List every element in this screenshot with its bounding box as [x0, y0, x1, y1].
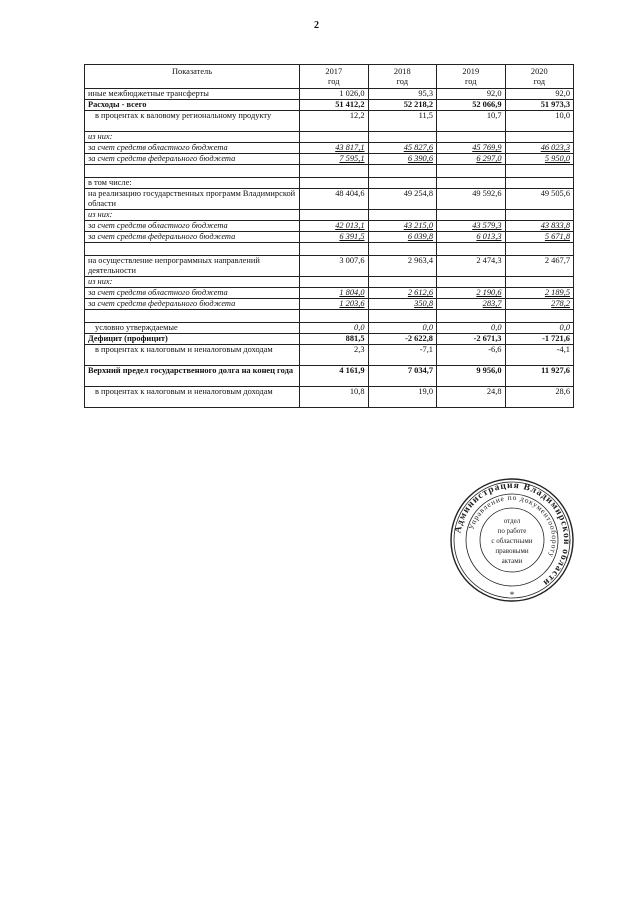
row-label: Расходы - всего — [85, 100, 300, 111]
row-value: 3 007,6 — [300, 256, 369, 277]
row-value: 11,5 — [368, 111, 437, 132]
table-row — [85, 165, 574, 178]
row-value: 95,3 — [368, 89, 437, 100]
row-value: 5 671,8 — [505, 232, 574, 243]
row-value — [368, 243, 437, 256]
row-label: за счет средств федерального бюджета — [85, 232, 300, 243]
table-body — [85, 89, 574, 408]
row-value: 11 927,6 — [505, 366, 574, 387]
row-value — [368, 210, 437, 221]
row-value: 92,0 — [505, 89, 574, 100]
row-label: условно утверждаемые — [85, 323, 300, 334]
row-value: 6 297,0 — [437, 154, 506, 165]
row-value — [300, 178, 369, 189]
header-year-2020: 2020 год — [505, 65, 574, 89]
row-value: 6 013,3 — [437, 232, 506, 243]
table-row — [85, 334, 574, 345]
row-value — [368, 132, 437, 143]
table-row — [85, 366, 574, 387]
row-value: 1 026,0 — [300, 89, 369, 100]
table-row — [85, 89, 574, 100]
row-value — [437, 132, 506, 143]
row-value — [300, 132, 369, 143]
row-value — [505, 210, 574, 221]
row-label: за счет средств федерального бюджета — [85, 154, 300, 165]
page-number: 2 — [314, 20, 319, 31]
row-value: 52 066,9 — [437, 100, 506, 111]
table-row — [85, 154, 574, 165]
row-value: 9 956,0 — [437, 366, 506, 387]
row-label: на реализацию государственных программ Владимирской области — [85, 189, 300, 210]
row-label: в процентах к валовому региональному продукту — [85, 111, 300, 132]
row-value: 6 039,8 — [368, 232, 437, 243]
row-value: -4,1 — [505, 345, 574, 366]
table-row — [85, 132, 574, 143]
row-label: иные межбюджетные трансферты — [85, 89, 300, 100]
row-value — [368, 277, 437, 288]
row-value — [300, 310, 369, 323]
row-value: 49 254,8 — [368, 189, 437, 210]
row-label — [85, 243, 300, 256]
row-value — [300, 165, 369, 178]
row-value — [300, 277, 369, 288]
stamp-star: * — [509, 590, 515, 600]
row-value: 45 769,9 — [437, 143, 506, 154]
table-row — [85, 189, 574, 210]
row-value: 48 404,6 — [300, 189, 369, 210]
table-row — [85, 387, 574, 408]
row-label: в процентах к налоговым и неналоговым доходам — [85, 387, 300, 408]
row-value — [368, 178, 437, 189]
row-value: 881,5 — [300, 334, 369, 345]
table-row — [85, 345, 574, 366]
row-value: 10,8 — [300, 387, 369, 408]
stamp-line-4: правовыми — [495, 547, 529, 555]
row-value: 7 034,7 — [368, 366, 437, 387]
row-label — [85, 310, 300, 323]
row-value: 2 467,7 — [505, 256, 574, 277]
row-value: 45 827,6 — [368, 143, 437, 154]
row-value: 2 190,6 — [437, 288, 506, 299]
row-label: за счет средств областного бюджета — [85, 143, 300, 154]
row-value — [437, 210, 506, 221]
stamp-line-3: с областными — [491, 537, 533, 545]
row-value: 52 218,2 — [368, 100, 437, 111]
row-value — [505, 178, 574, 189]
stamp-inner-text: Управление по документообороту — [466, 492, 560, 560]
row-value: 42 013,1 — [300, 221, 369, 232]
row-label: за счет средств областного бюджета — [85, 288, 300, 299]
table-row — [85, 243, 574, 256]
row-value: -7,1 — [368, 345, 437, 366]
row-value: 0,0 — [368, 323, 437, 334]
row-value — [437, 165, 506, 178]
table-row — [85, 221, 574, 232]
table-row — [85, 232, 574, 243]
table-row — [85, 111, 574, 132]
row-value: 1 804,0 — [300, 288, 369, 299]
row-value: -1 721,6 — [505, 334, 574, 345]
row-label: в том числе: — [85, 178, 300, 189]
row-value — [437, 277, 506, 288]
table-row — [85, 210, 574, 221]
row-value — [505, 277, 574, 288]
row-value: 49 592,6 — [437, 189, 506, 210]
table-row — [85, 100, 574, 111]
row-value — [505, 310, 574, 323]
table-row — [85, 310, 574, 323]
row-value: -6,6 — [437, 345, 506, 366]
table-row — [85, 143, 574, 154]
row-value: 51 973,3 — [505, 100, 574, 111]
row-label: из них: — [85, 277, 300, 288]
row-label: из них: — [85, 210, 300, 221]
row-value: 2 963,4 — [368, 256, 437, 277]
row-value: -2 622,8 — [368, 334, 437, 345]
row-label: на осуществление непрограммных направлений деятельности — [85, 256, 300, 277]
row-value: 0,0 — [300, 323, 369, 334]
row-value — [437, 178, 506, 189]
table-row — [85, 299, 574, 310]
row-label: из них: — [85, 132, 300, 143]
row-label: за счет средств областного бюджета — [85, 221, 300, 232]
stamp-outer-text: Администрация Владимирской области — [453, 480, 572, 588]
row-value — [505, 165, 574, 178]
row-value: 6 390,6 — [368, 154, 437, 165]
row-value: 2 189,5 — [505, 288, 574, 299]
row-value: 1 203,6 — [300, 299, 369, 310]
row-value: 51 412,2 — [300, 100, 369, 111]
row-value: 350,8 — [368, 299, 437, 310]
row-value: 43 579,3 — [437, 221, 506, 232]
stamp-line-2: по работе — [497, 527, 527, 535]
row-value: 7 595,1 — [300, 154, 369, 165]
row-value: 2 474,3 — [437, 256, 506, 277]
row-label — [85, 165, 300, 178]
row-value — [437, 310, 506, 323]
row-value: 4 161,9 — [300, 366, 369, 387]
row-value — [437, 243, 506, 256]
row-value: 0,0 — [505, 323, 574, 334]
row-value: 46 023,3 — [505, 143, 574, 154]
row-value: 19,0 — [368, 387, 437, 408]
row-value: 49 505,6 — [505, 189, 574, 210]
row-value: 28,6 — [505, 387, 574, 408]
row-value: 10,7 — [437, 111, 506, 132]
row-label: за счет средств федерального бюджета — [85, 299, 300, 310]
table-row — [85, 178, 574, 189]
row-value: 278,2 — [505, 299, 574, 310]
row-value — [300, 210, 369, 221]
table-row — [85, 277, 574, 288]
row-value: 6 391,5 — [300, 232, 369, 243]
header-year-2017: 2017 год — [300, 65, 369, 89]
row-value — [505, 132, 574, 143]
table-row — [85, 323, 574, 334]
row-value: 283,7 — [437, 299, 506, 310]
row-value — [368, 310, 437, 323]
row-value: 10,0 — [505, 111, 574, 132]
row-value — [368, 165, 437, 178]
table-row — [85, 256, 574, 277]
row-value: 12,2 — [300, 111, 369, 132]
header-year-2018: 2018 год — [368, 65, 437, 89]
header-indicator: Показатель — [85, 65, 300, 89]
row-label: в процентах к налоговым и неналоговым доходам — [85, 345, 300, 366]
row-value: 43 817,1 — [300, 143, 369, 154]
table-row — [85, 288, 574, 299]
header-year-2019: 2019 год — [437, 65, 506, 89]
stamp-line-1: отдел — [503, 517, 521, 525]
row-value: 2 612,6 — [368, 288, 437, 299]
office-stamp — [449, 477, 575, 603]
row-value: 92,0 — [437, 89, 506, 100]
row-value: 43 215,0 — [368, 221, 437, 232]
table-header-row — [85, 65, 574, 89]
row-value: 5 950,0 — [505, 154, 574, 165]
row-label: Верхний предел государственного долга на конец года — [85, 366, 300, 387]
budget-table — [84, 64, 574, 408]
row-value: 2,3 — [300, 345, 369, 366]
row-label: Дефицит (профицит) — [85, 334, 300, 345]
row-value: 43 833,8 — [505, 221, 574, 232]
stamp-line-5: актами — [501, 557, 523, 565]
row-value — [505, 243, 574, 256]
row-value: 24,8 — [437, 387, 506, 408]
row-value: -2 671,3 — [437, 334, 506, 345]
row-value: 0,0 — [437, 323, 506, 334]
row-value — [300, 243, 369, 256]
